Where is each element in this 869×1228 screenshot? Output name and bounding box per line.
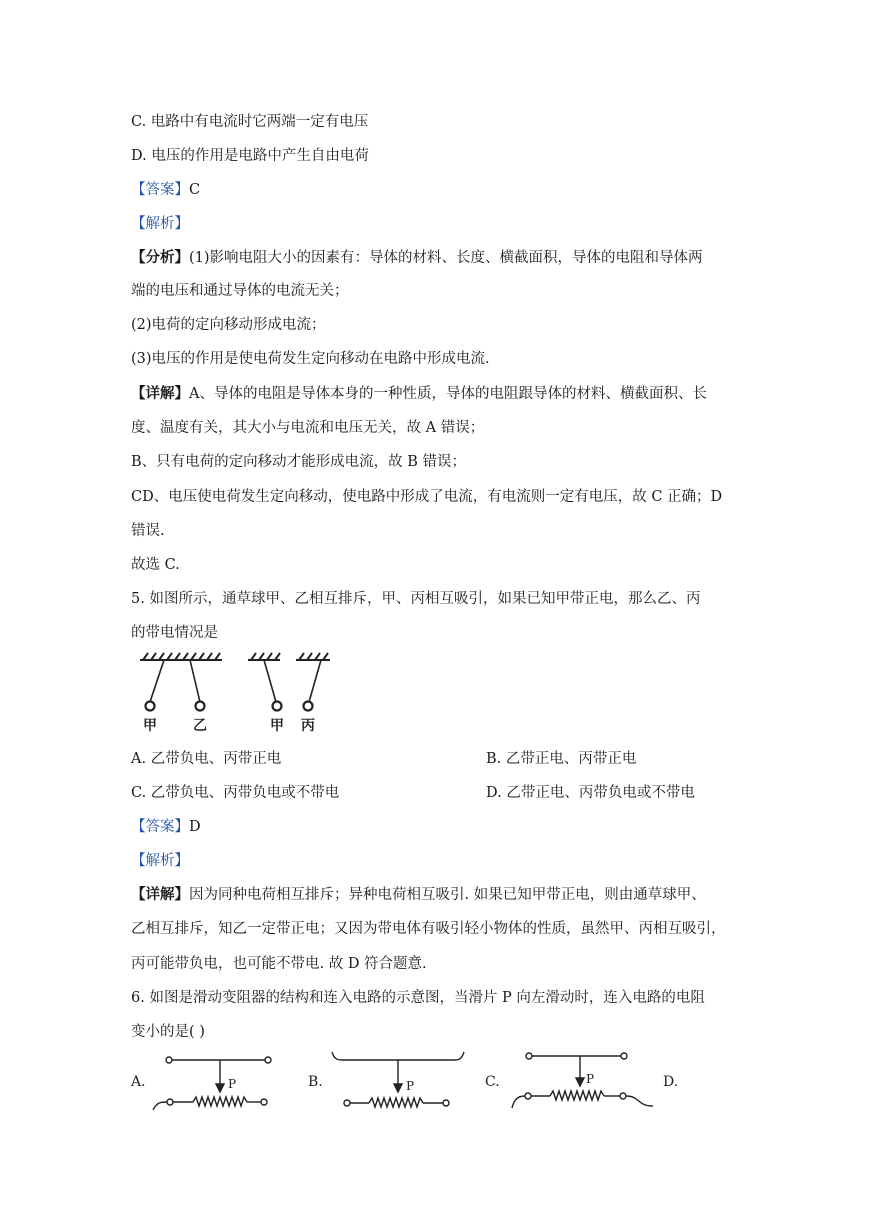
ceiling-right [296, 653, 330, 660]
thread-jia-2 [264, 660, 276, 702]
detail-tag: 【详解】 [131, 886, 189, 903]
ball-jia-1 [146, 702, 155, 711]
q6-stem-line1: 6. 如图是滑动变阻器的结构和连入电路的示意图，当滑片 P 向左滑动时，连入电路的电阻 [131, 990, 705, 1006]
ball-yi [196, 702, 205, 711]
q4-fenxi-line1 [131, 248, 703, 268]
q5-option-d: D. 乙带正电、丙带负电或不带电 [486, 785, 695, 801]
q4-detail-line3: B、只有电荷的定向移动才能形成电流，故 B 错误； [131, 454, 467, 470]
answer-value: D [189, 819, 201, 835]
q5-answer [131, 817, 201, 837]
label-jia-1: 甲 [143, 718, 157, 734]
option-b-label: B. [308, 1074, 323, 1090]
q5-stem-line2: 的带电情况是 [131, 625, 218, 641]
answer-value: C [189, 182, 201, 198]
q5-option-b: B. 乙带正电、丙带正电 [486, 751, 637, 767]
q4-fenxi-line3: (2)电荷的定向移动形成电流； [131, 317, 326, 333]
answer-tag: 【答案】 [131, 182, 189, 198]
ball-jia-2 [273, 702, 282, 711]
q4-detail-line4: CD、电压使电荷发生定向移动，使电路中形成了电流，有电流则一定有电压，故 C 正确；D [131, 489, 723, 505]
q4-answer [131, 180, 200, 200]
ceiling-middle [248, 653, 280, 660]
option-d-label: D. [663, 1074, 679, 1090]
slider-label-c: P [586, 1072, 595, 1086]
q4-option-c: C. 电路中有电流时它两端一定有电压 [131, 114, 369, 130]
q4-detail-line2: 度、温度有关，其大小与电流和电压无关，故 A 错误； [131, 420, 485, 436]
q4-detail-line1 [131, 384, 707, 404]
detail-text: 因为同种电荷相互排斥；异种电荷相互吸引. 如果已知甲带正电，则由通草球甲、 [189, 887, 706, 903]
label-jia-2: 甲 [270, 718, 284, 734]
q4-fenxi-line4: (3)电压的作用是使电荷发生定向移动在电路中形成电流. [131, 351, 490, 367]
slider-label-b: P [406, 1079, 415, 1093]
detail-tag: 【详解】 [131, 385, 189, 402]
thread-bing [309, 660, 321, 702]
q4-detail-line5: 错误. [131, 523, 165, 539]
ball-bing [304, 702, 313, 711]
thread-jia-1 [150, 660, 164, 702]
detail-text: A、导体的电阻是导体本身的一种性质，导体的电阻跟导体的材料、横截面积、长 [189, 386, 707, 402]
q5-option-c: C. 乙带负电、丙带负电或不带电 [131, 785, 340, 801]
option-a-label: A. [131, 1074, 146, 1090]
q5-detail-line3: 丙可能带负电，也可能不带电. 故 D 符合题意. [131, 956, 427, 972]
q5-analysis-heading: 【解析】 [131, 853, 189, 869]
q4-fenxi-line2: 端的电压和通过导体的电流无关； [131, 283, 349, 299]
fenxi-tag: 【分析】 [131, 249, 189, 266]
q5-stem-line1: 5. 如图所示，通草球甲、乙相互排斥，甲、丙相互吸引，如果已知甲带正电，那么乙、丙 [131, 591, 701, 607]
answer-tag: 【答案】 [131, 819, 189, 835]
q6-stem-line2: 变小的是( ) [131, 1024, 205, 1040]
rheostat-option-a [153, 1057, 271, 1110]
q4-option-d: D. 电压的作用是电路中产生自由电荷 [131, 148, 369, 164]
label-yi: 乙 [193, 718, 207, 734]
q4-analysis-heading: 【解析】 [131, 216, 189, 232]
label-bing: 丙 [301, 718, 315, 734]
slider-label-a: P [228, 1077, 237, 1091]
rheostat-option-b [332, 1052, 464, 1107]
option-c-label: C. [485, 1074, 500, 1090]
q5-option-a: A. 乙带负电、丙带正电 [131, 751, 282, 767]
q5-detail-line1 [131, 885, 706, 905]
q5-pith-ball-figure [140, 650, 340, 735]
ceiling-left [140, 653, 222, 660]
q4-conclusion: 故选 C. [131, 557, 180, 573]
fenxi-text: (1)影响电阻大小的因素有：导体的材料、长度、横截面积，导体的电阻和导体两 [189, 250, 703, 266]
q6-rheostat-options [125, 1048, 695, 1118]
rheostat-option-c [512, 1053, 653, 1108]
thread-yi [190, 660, 200, 702]
q5-detail-line2: 乙相互排斥，知乙一定带正电；又因为带电体有吸引轻小物体的性质，虽然甲、丙相互吸引， [131, 921, 726, 937]
